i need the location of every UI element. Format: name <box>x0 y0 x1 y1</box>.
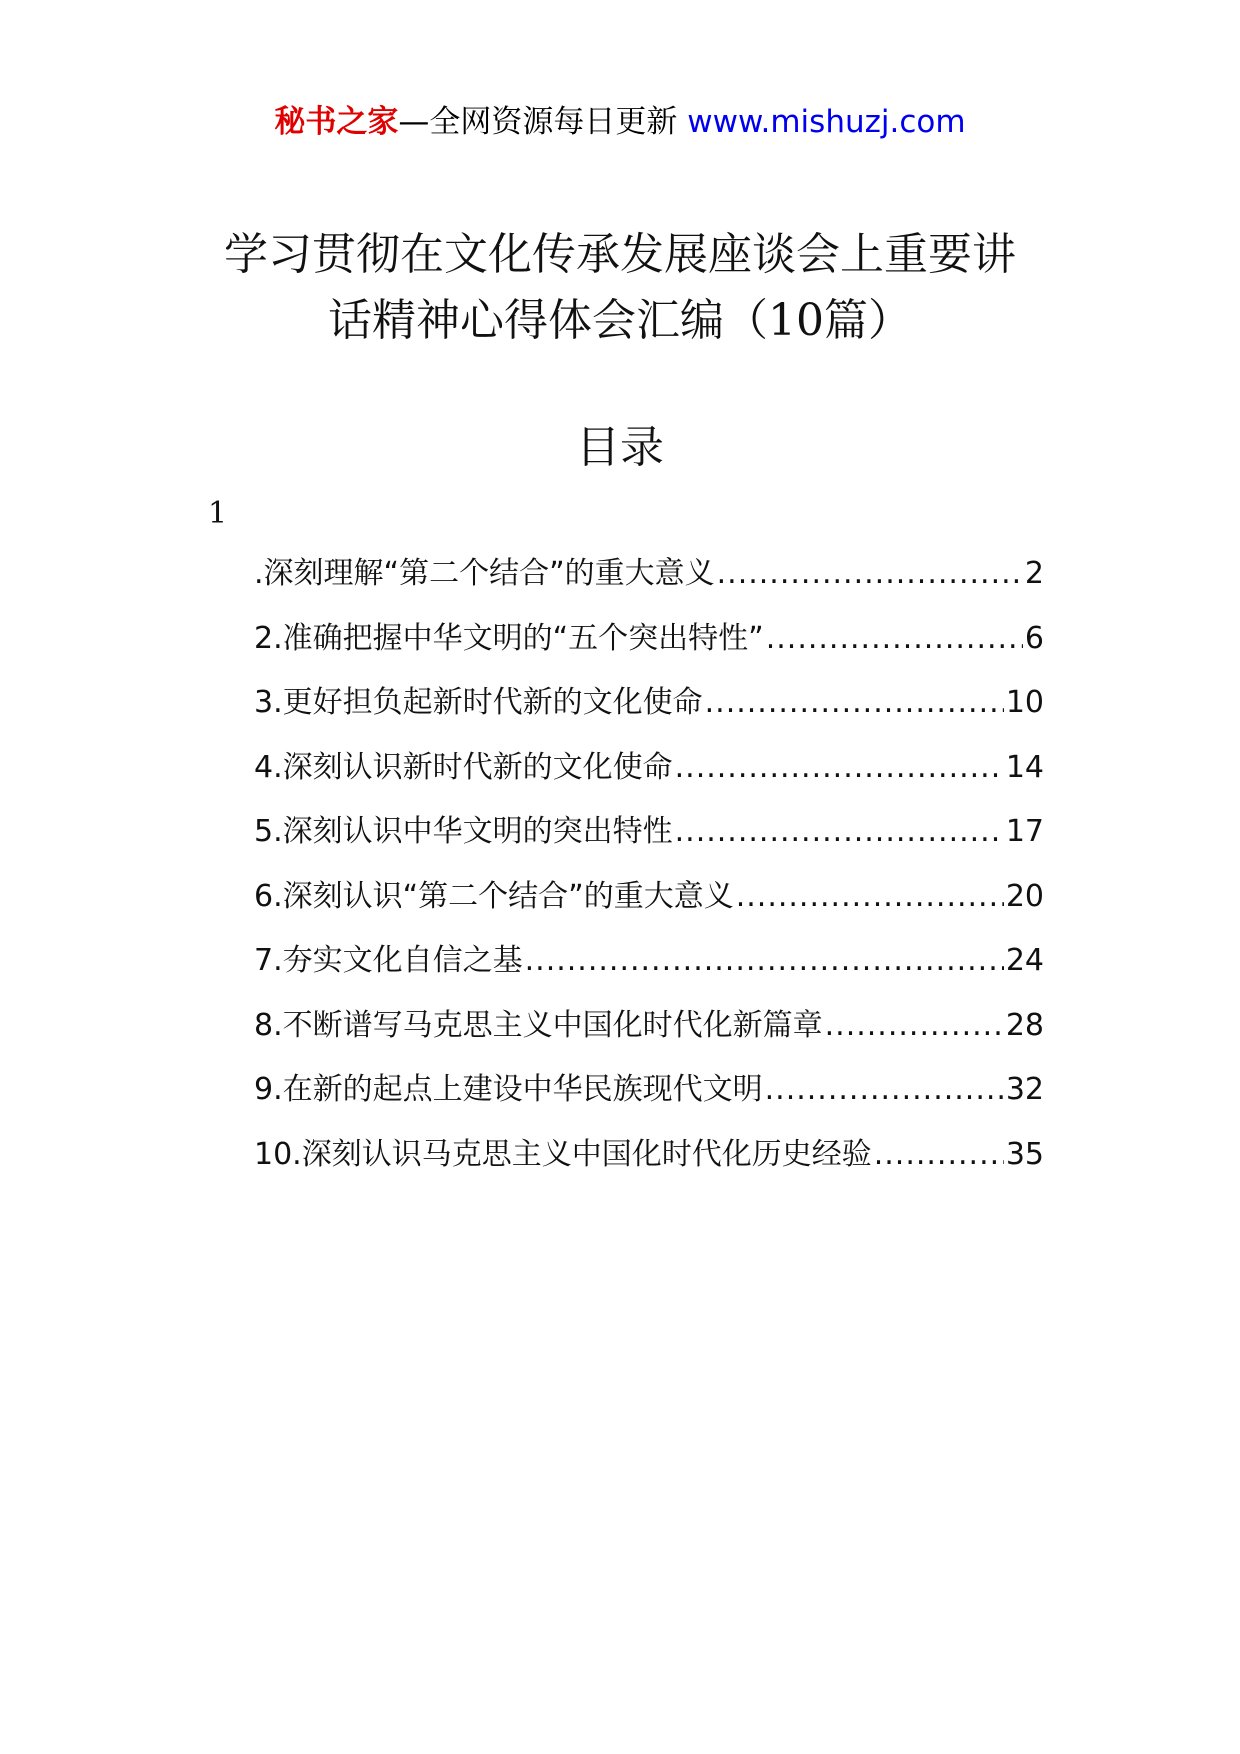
toc-entry-label: .深刻理解“第二个结合”的重大意义 <box>254 556 715 591</box>
title-line-1: 学习贯彻在文化传承发展座谈会上重要讲 <box>224 229 1016 280</box>
toc-entry-page: 28 <box>1005 1007 1044 1043</box>
title-line-2 <box>140 288 1100 354</box>
toc-entry-label: 6.深刻认识“第二个结合”的重大意义 <box>254 878 734 914</box>
toc-entry[interactable] <box>254 875 1044 940</box>
toc-entry-page: 32 <box>1005 1072 1044 1107</box>
table-of-contents <box>254 552 1044 1197</box>
document-title <box>140 222 1100 354</box>
toc-dot-leader <box>825 1004 1004 1048</box>
toc-entry-page: 17 <box>1005 814 1044 849</box>
toc-entry[interactable] <box>254 746 1044 811</box>
toc-entry-label: 7.夯实文化自信之基 <box>254 943 523 978</box>
toc-heading: 目录 <box>576 422 664 473</box>
toc-entry-label: 3.更好担负起新时代新的文化使命 <box>254 685 703 720</box>
title-article-count: 10 <box>768 295 824 346</box>
toc-entry-page: 35 <box>1005 1136 1044 1172</box>
toc-dot-leader <box>736 875 1004 919</box>
site-header <box>0 100 1240 144</box>
toc-entry-label: 8.不断谱写马克思主义中国化时代化新篇章 <box>254 1007 823 1043</box>
brand-name: 秘书之家 <box>274 104 399 140</box>
toc-dot-leader <box>525 939 1004 983</box>
toc-entry-page: 20 <box>1005 878 1044 914</box>
title-line-2-prefix: 话精神心得体会汇编（ <box>328 295 768 346</box>
toc-entry-label: 2.准确把握中华文明的“五个突出特性” <box>254 620 764 656</box>
toc-entry[interactable] <box>254 1068 1044 1133</box>
toc-entry[interactable] <box>254 939 1044 1004</box>
toc-entry-label: 10.深刻认识马克思主义中国化时代化历史经验 <box>254 1136 872 1172</box>
toc-entry-page: 6 <box>1024 620 1044 656</box>
toc-entry-page: 24 <box>1005 943 1044 978</box>
toc-dot-leader <box>675 746 1004 790</box>
toc-entry[interactable] <box>254 617 1044 682</box>
toc-entry[interactable] <box>254 1133 1044 1198</box>
toc-dot-leader <box>874 1133 1004 1177</box>
toc-entry-label: 4.深刻认识新时代新的文化使命 <box>254 749 673 785</box>
toc-entry[interactable] <box>254 681 1044 746</box>
stray-number: 1 <box>208 496 228 531</box>
toc-entry[interactable] <box>254 552 1044 617</box>
toc-entry[interactable] <box>254 810 1044 875</box>
header-slogan: —全网资源每日更新 <box>398 104 688 140</box>
toc-entry[interactable] <box>254 1004 1044 1069</box>
toc-dot-leader <box>717 552 1023 596</box>
toc-entry-label: 9.在新的起点上建设中华民族现代文明 <box>254 1072 763 1107</box>
toc-dot-leader <box>765 1068 1004 1112</box>
title-line-2-suffix: 篇） <box>824 295 912 346</box>
toc-dot-leader <box>675 810 1004 854</box>
site-url-link[interactable]: www.mishuzj.com <box>687 104 966 140</box>
toc-entry-label: 5.深刻认识中华文明的突出特性 <box>254 814 673 849</box>
toc-dot-leader <box>766 617 1023 661</box>
toc-entry-page: 2 <box>1024 556 1044 591</box>
toc-entry-page: 14 <box>1005 749 1044 785</box>
toc-dot-leader <box>705 681 1004 725</box>
toc-entry-page: 10 <box>1005 685 1044 720</box>
